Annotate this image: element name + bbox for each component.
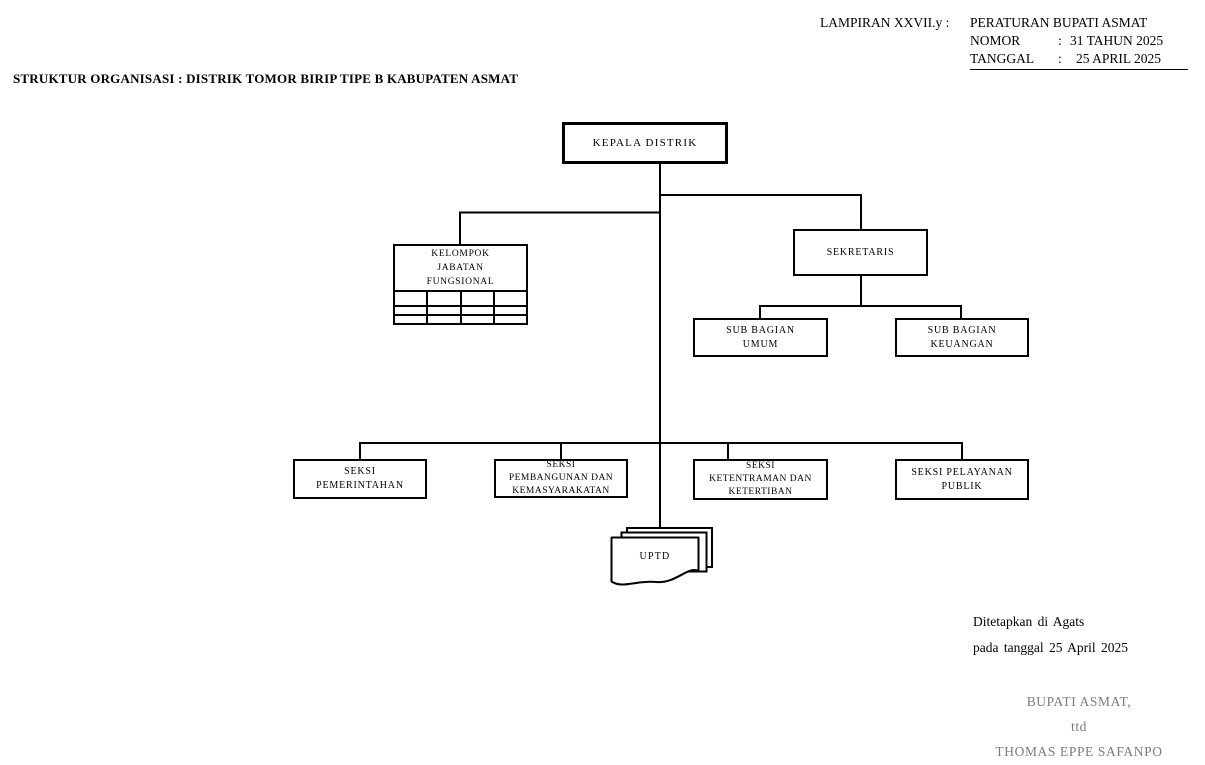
node-seksi-pelayanan-publik: [895, 459, 1029, 500]
node-seksi-pembangunan-kemasyarakatan: [494, 459, 628, 498]
nomor-value: 31 TAHUN 2025: [1070, 33, 1164, 48]
node-kelompok-jabatan-fungsional: [393, 244, 528, 292]
label-line: SEKSI: [546, 460, 576, 470]
label-line: KEMASYARAKATAN: [512, 486, 610, 496]
branch-to-kelompok: [460, 213, 660, 245]
lampiran-label: LAMPIRAN XXVII.y :: [820, 15, 950, 30]
grid-cell: [462, 316, 493, 323]
kelompok-grid-table: [393, 290, 528, 325]
tanggal-label: TANGGAL: [970, 51, 1035, 66]
lampiran-line1: [820, 14, 1190, 32]
node-kepala-distrik: [562, 122, 728, 164]
grid-cell: [395, 307, 426, 314]
label-line: SEKSI: [344, 466, 376, 477]
signature-ttd: ttd: [1070, 719, 1088, 734]
grid-cell: [428, 292, 459, 305]
branch-to-sekretaris: [660, 195, 861, 229]
nomor-label: NOMOR: [970, 33, 1021, 48]
signature-official-name: THOMAS EPPE SAFANPO: [995, 744, 1163, 759]
label-line: PEMERINTAHAN: [316, 480, 404, 491]
grid-cell: [395, 292, 426, 305]
lampiran-header: [820, 14, 1190, 70]
nomor-row: [970, 32, 1188, 50]
label-line: SUB BAGIAN: [726, 324, 795, 336]
label-line: KELOMPOK: [431, 249, 490, 259]
node-label: SEKRETARIS: [826, 247, 895, 258]
grid-cell: [495, 292, 526, 305]
sub-bagian-bus-line: [760, 306, 961, 318]
node-sub-bagian-umum: [693, 318, 828, 357]
label-line: KEUANGAN: [930, 338, 994, 350]
label-line: SUB BAGIAN: [927, 324, 997, 336]
tanggal-row: [970, 50, 1188, 70]
node-label: KEPALA DISTRIK: [592, 136, 698, 149]
label-line: PEMBANGUNAN DAN: [508, 473, 614, 483]
label-line: PUBLIK: [941, 480, 983, 492]
grid-cell: [495, 316, 526, 323]
grid-cell: [428, 307, 459, 314]
node-seksi-pemerintahan: [293, 459, 427, 499]
signature-place-line: Ditetapkan di Agats: [973, 614, 1085, 629]
grid-cell: [462, 307, 493, 314]
grid-cell: [428, 316, 459, 323]
label-line: JABATAN: [437, 263, 484, 273]
node-sub-bagian-keuangan: [895, 318, 1029, 357]
grid-cell: [495, 307, 526, 314]
tanggal-separator: :: [1058, 51, 1062, 66]
label-line: SEKSI: [746, 461, 775, 471]
label-line: FUNGSIONAL: [426, 277, 495, 287]
label-line: KETENTRAMAN DAN: [709, 474, 812, 484]
label-line: UMUM: [742, 338, 779, 350]
grid-cell: [462, 292, 493, 305]
label-line: KETERTIBAN: [728, 487, 793, 497]
signature-place-date: [973, 609, 1128, 661]
lampiran-value: PERATURAN BUPATI ASMAT: [970, 15, 1148, 30]
signature-official-block: [958, 689, 1200, 764]
signature-official-title: BUPATI ASMAT,: [1026, 694, 1132, 709]
label-line: SEKSI PELAYANAN: [911, 466, 1013, 478]
signature-date-line: pada tanggal 25 April 2025: [973, 640, 1128, 655]
node-uptd-label: UPTD: [639, 551, 671, 562]
page-title: STRUKTUR ORGANISASI : DISTRIK TOMOR BIRIP TIPE B KABUPATEN ASMAT: [13, 71, 519, 86]
nomor-separator: :: [1058, 33, 1062, 48]
node-sekretaris: [793, 229, 928, 276]
tanggal-value: 25 APRIL 2025: [1076, 51, 1162, 66]
grid-cell: [395, 316, 426, 323]
node-seksi-ketentraman-ketertiban: [693, 459, 828, 500]
